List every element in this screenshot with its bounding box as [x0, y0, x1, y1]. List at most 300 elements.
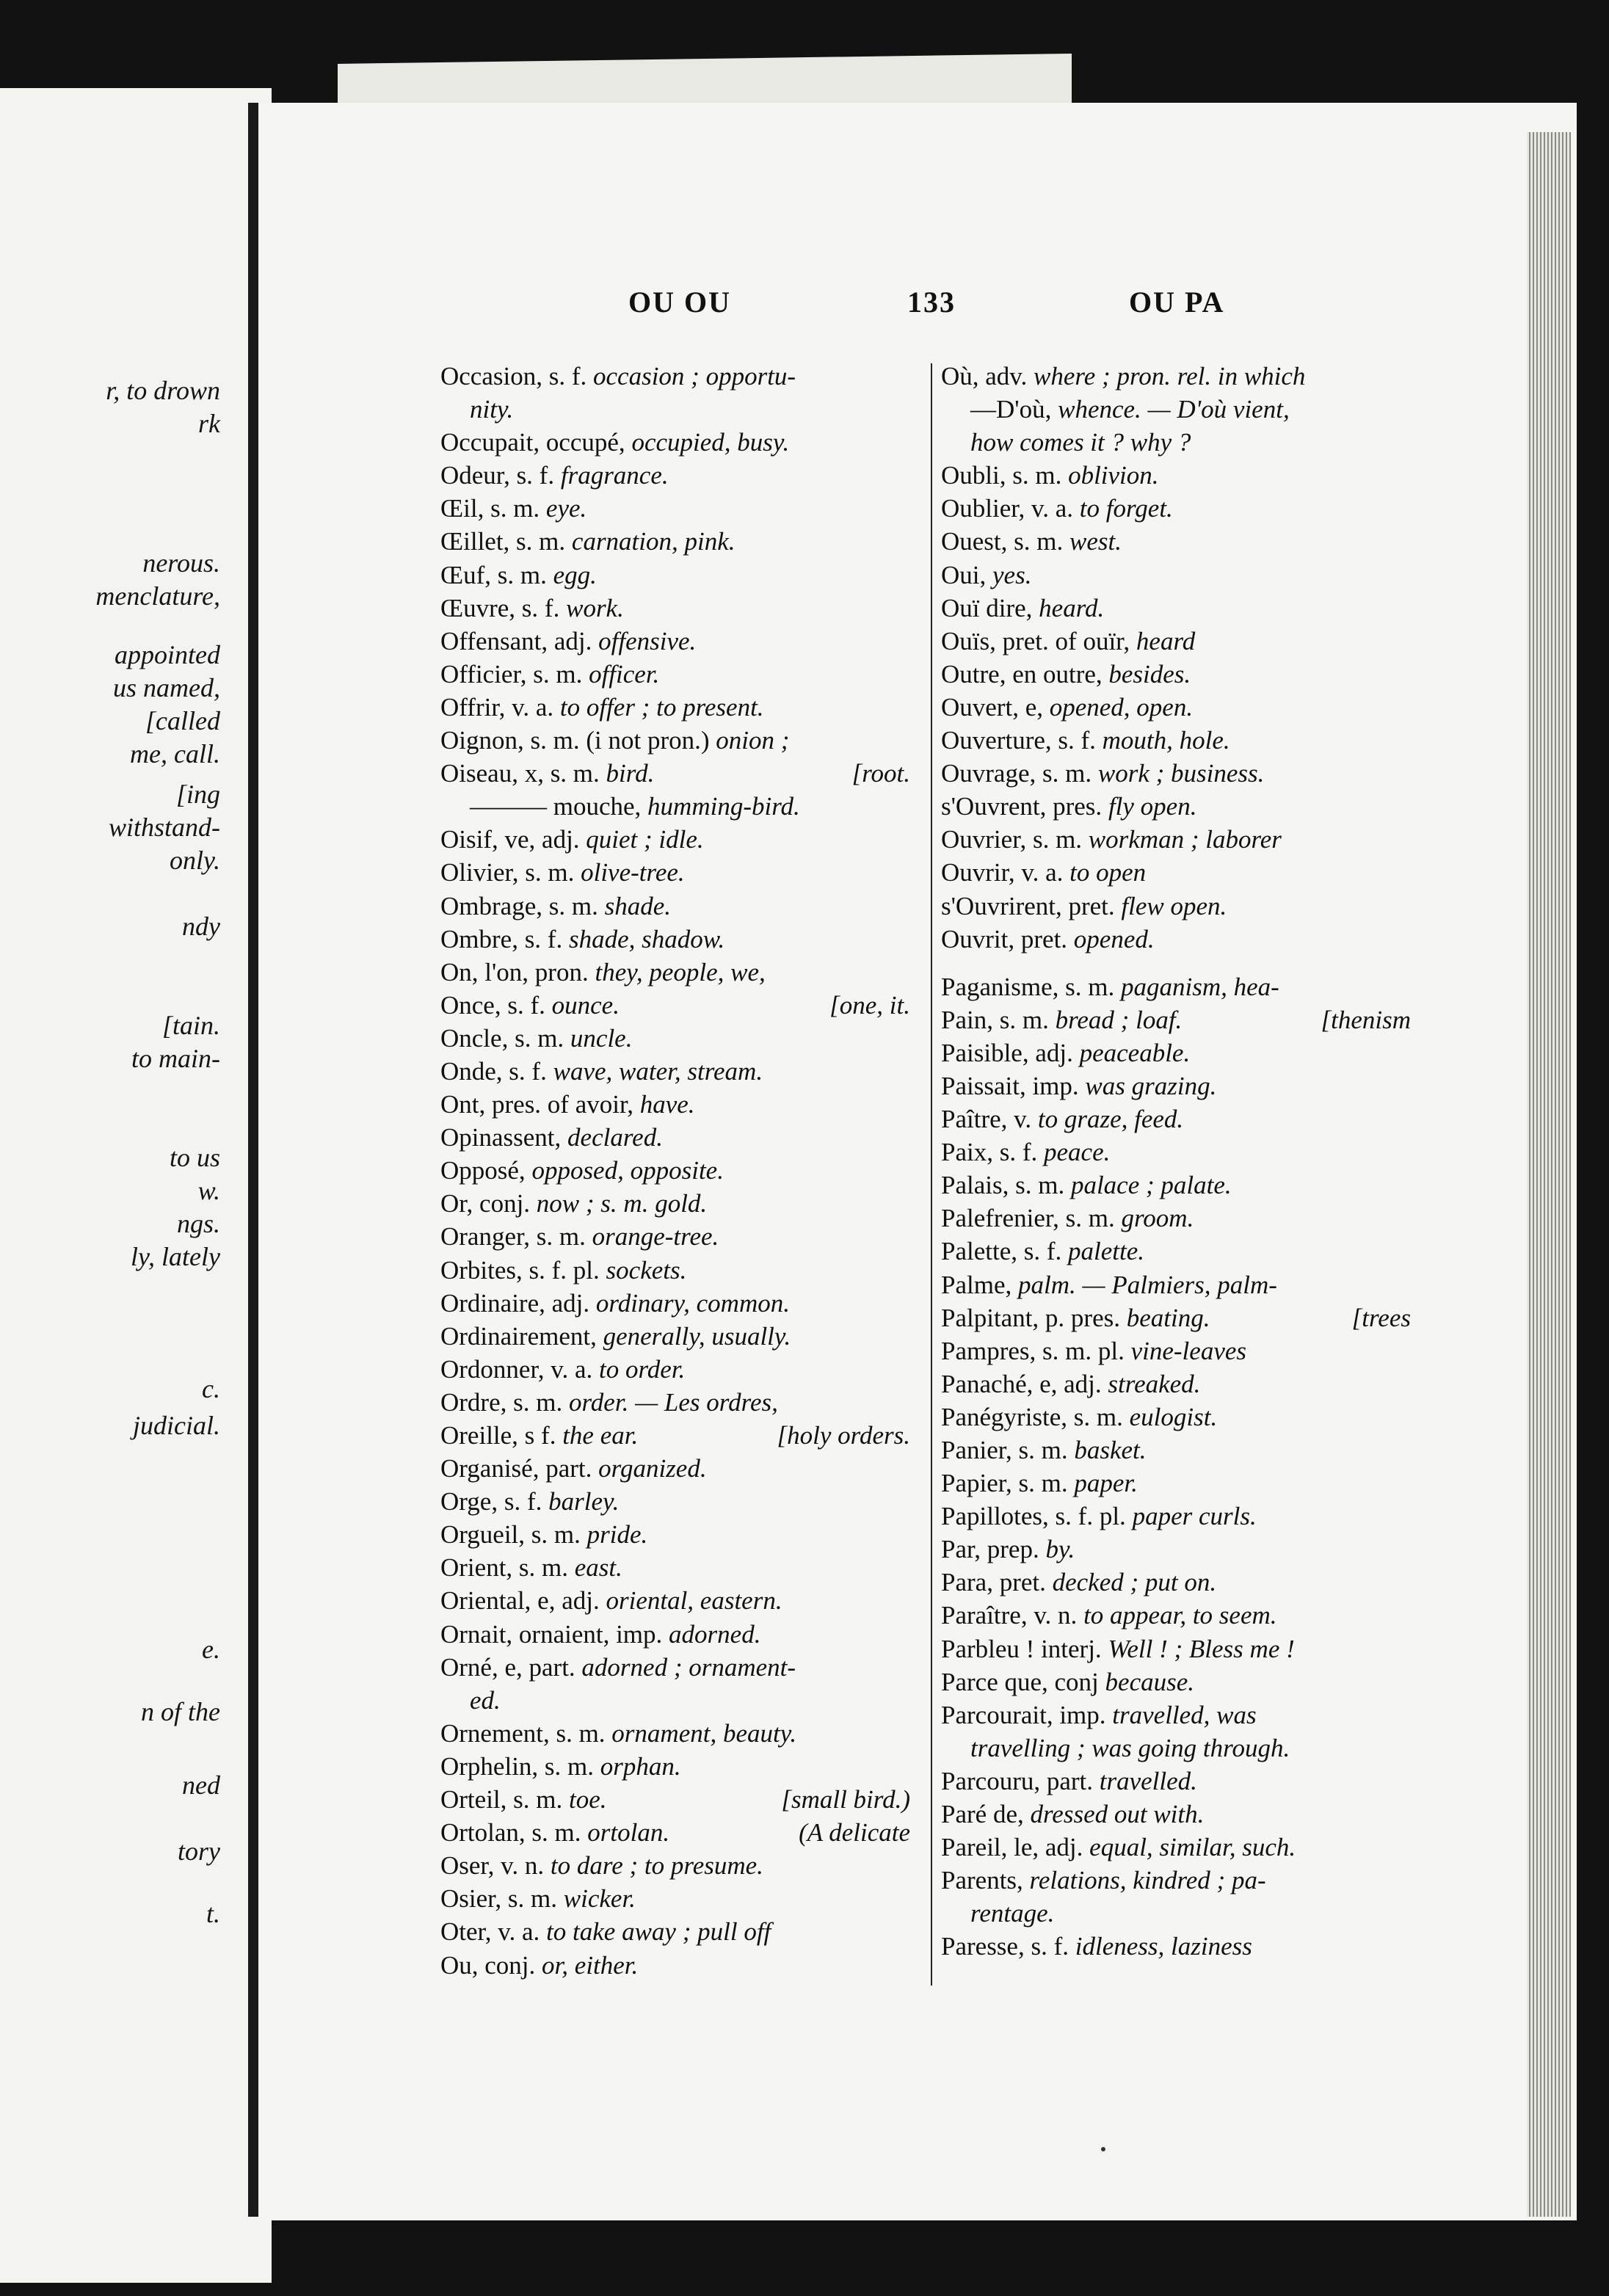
entry-headword: Oncle, s. m.: [440, 1023, 570, 1053]
left-page-fragment: r, to drown: [106, 376, 220, 405]
dictionary-entry: [941, 1268, 1411, 1301]
entry-translation: streaked.: [1108, 1369, 1201, 1398]
entry-translation: flew open.: [1121, 891, 1227, 920]
entry-headword: Paisible, adj.: [941, 1038, 1080, 1067]
page-number: 133: [907, 286, 956, 319]
dictionary-entry: [440, 989, 910, 1022]
entry-translation: palace ; palate.: [1070, 1171, 1232, 1200]
left-page-fragment: [called: [145, 706, 220, 735]
dictionary-column-left: [440, 360, 910, 1982]
entry-translation: was grazing.: [1085, 1071, 1217, 1100]
entry-translation: wicker.: [563, 1884, 636, 1914]
dictionary-entry: [440, 625, 910, 658]
entry-translation: egg.: [553, 560, 597, 589]
entry-translation: beating.: [1126, 1303, 1210, 1332]
entry-translation: sockets.: [606, 1255, 687, 1285]
dictionary-entry: [440, 1915, 910, 1948]
entry-headword: Paresse, s. f.: [941, 1932, 1075, 1961]
entry-translation: peaceable.: [1079, 1038, 1191, 1067]
dictionary-column-right: [941, 360, 1411, 1963]
entry-runover: [thenism: [1321, 1005, 1411, 1034]
entry-translation: idleness, laziness: [1075, 1932, 1252, 1961]
dictionary-entry: [941, 1003, 1411, 1036]
entry-translation: to open: [1069, 858, 1147, 887]
entry-translation: ortolan.: [587, 1818, 670, 1848]
dictionary-entry: [941, 592, 1411, 625]
entry-headword: Ouest, s. m.: [941, 527, 1069, 556]
entry-headword: Occupait, occupé,: [440, 428, 632, 457]
dictionary-entry: [941, 658, 1411, 691]
entry-translation: peace.: [1044, 1138, 1111, 1167]
dictionary-entry: [440, 592, 910, 625]
dictionary-entry: [941, 1467, 1411, 1500]
dictionary-entry: [440, 724, 910, 757]
dictionary-entry: [440, 1618, 910, 1651]
entry-translation: west.: [1069, 527, 1122, 556]
dictionary-entry: [941, 1765, 1411, 1798]
entry-runover: [root.: [851, 759, 910, 788]
entry-headword: Officier, s. m.: [440, 659, 589, 689]
dictionary-entry: [941, 1798, 1411, 1831]
entry-translation: bird.: [606, 759, 655, 788]
entry-headword: Parce que, conj: [941, 1667, 1105, 1696]
entry-translation: olive-tree.: [581, 858, 685, 887]
left-page-fragment: us named,: [113, 673, 220, 702]
dictionary-entry: [941, 1235, 1411, 1268]
left-page-fragment: nerous.: [142, 548, 220, 578]
dictionary-entry: [440, 956, 910, 989]
entry-translation: groom.: [1121, 1204, 1194, 1233]
entry-headword: On, l'on, pron.: [440, 957, 595, 987]
entry-translation: palette.: [1068, 1237, 1145, 1266]
page-edges: [1527, 132, 1571, 2217]
entry-headword: Ouvrir, v. a.: [941, 858, 1070, 887]
entry-translation: oblivion.: [1068, 461, 1159, 490]
entry-headword: Organisé, part.: [440, 1454, 599, 1483]
entry-translation: whence. — D'où vient,: [1058, 395, 1290, 424]
entry-translation: bread ; loaf.: [1055, 1005, 1183, 1034]
dictionary-entry: [941, 1434, 1411, 1467]
dictionary-entry: [440, 1816, 910, 1849]
entry-translation: eulogist.: [1129, 1402, 1218, 1431]
dictionary-entry: [440, 691, 910, 724]
entry-translation: have.: [639, 1090, 695, 1119]
entry-translation: oriental, eastern.: [606, 1586, 782, 1616]
entry-headword: Oranger, s. m.: [440, 1222, 592, 1251]
dictionary-entry: [440, 1055, 910, 1088]
entry-headword: Oui,: [941, 560, 992, 589]
entry-translation: pride.: [586, 1520, 648, 1550]
dictionary-entry: [941, 360, 1411, 393]
dictionary-entry: [941, 1334, 1411, 1367]
left-page-fragment: t.: [206, 1899, 220, 1928]
entry-headword: Panégyriste, s. m.: [941, 1402, 1130, 1431]
entry-headword: Olivier, s. m.: [440, 858, 581, 887]
entry-translation: fragrance.: [560, 461, 669, 490]
dictionary-entry: [941, 757, 1411, 790]
left-page-fragment: rk: [198, 409, 220, 438]
dictionary-entry: [440, 856, 910, 889]
dictionary-entry: [941, 1665, 1411, 1699]
dictionary-entry: [440, 1684, 910, 1717]
entry-translation: ed.: [470, 1685, 501, 1715]
dictionary-entry: [440, 1717, 910, 1750]
dictionary-entry: [941, 1301, 1411, 1334]
entry-headword: Orgueil, s. m.: [440, 1520, 587, 1550]
entry-headword: s'Ouvrirent, pret.: [941, 891, 1122, 920]
left-page-fragment: e.: [202, 1635, 220, 1664]
left-page-fragment: ndy: [182, 912, 220, 941]
dictionary-entry: [941, 1930, 1411, 1963]
left-page-fragment: to main-: [131, 1044, 220, 1073]
entry-translation: orphan.: [600, 1751, 681, 1781]
left-page-fragment: ly, lately: [131, 1242, 220, 1271]
entry-headword: s'Ouvrent, pres.: [941, 792, 1108, 821]
entry-headword: Oiseau, x, s. m.: [440, 759, 606, 788]
dictionary-entry: [941, 459, 1411, 492]
dictionary-entry: [440, 1485, 910, 1518]
left-page-fragment: ngs.: [176, 1209, 220, 1238]
dictionary-entry: [941, 525, 1411, 558]
entry-translation: order. — Les ordres,: [568, 1387, 778, 1417]
column-rule: [931, 363, 932, 1986]
entry-headword: Ortolan, s. m.: [440, 1818, 588, 1848]
left-page-fragment: w.: [197, 1176, 220, 1205]
entry-headword: Oriental, e, adj.: [440, 1586, 606, 1616]
entry-headword: Orient, s. m.: [440, 1553, 575, 1583]
entry-translation: work ; business.: [1097, 759, 1265, 788]
entry-headword: Ou, conj.: [440, 1950, 542, 1980]
dictionary-entry: [440, 757, 910, 790]
entry-translation: ordinary, common.: [595, 1288, 790, 1318]
entry-translation: eye.: [545, 494, 587, 523]
entry-translation: adorned ; ornament-: [581, 1652, 796, 1682]
dictionary-entry: [440, 823, 910, 856]
dictionary-entry: [941, 1136, 1411, 1169]
left-page-fragment: tory: [178, 1837, 220, 1866]
entry-headword: Orphelin, s. m.: [440, 1751, 600, 1781]
entry-headword: Papillotes, s. f. pl.: [941, 1502, 1133, 1531]
entry-headword: Once, s. f.: [440, 990, 552, 1020]
left-page-fragment: withstand-: [108, 813, 220, 842]
entry-headword: Parcouru, part.: [941, 1766, 1100, 1795]
dictionary-entry: [440, 525, 910, 558]
entry-headword: Onde, s. f.: [440, 1056, 553, 1086]
entry-translation: travelling ; was going through.: [970, 1733, 1290, 1762]
entry-runover: [trees: [1351, 1303, 1411, 1332]
entry-headword: Ombre, s. f.: [440, 924, 569, 953]
entry-headword: Œuvre, s. f.: [440, 593, 567, 622]
entry-translation: ounce.: [551, 990, 620, 1020]
dictionary-entry: [440, 1584, 910, 1617]
entry-headword: Parcourait, imp.: [941, 1700, 1113, 1729]
dictionary-entry: [941, 890, 1411, 923]
dictionary-entry: [941, 1632, 1411, 1665]
entry-translation: humming-bird.: [647, 792, 800, 821]
entry-translation: workman ; laborer: [1088, 825, 1282, 854]
entry-translation: palm. — Palmiers, palm-: [1017, 1270, 1277, 1299]
dictionary-entry: [941, 1732, 1411, 1765]
entry-headword: Papier, s. m.: [941, 1469, 1075, 1498]
dictionary-entry: [941, 856, 1411, 889]
entry-headword: Paraître, v. n.: [941, 1601, 1084, 1630]
left-page-fragment: c.: [202, 1374, 220, 1403]
entry-headword: Opinassent,: [440, 1123, 568, 1152]
dictionary-entry: [941, 1599, 1411, 1632]
entry-translation: paganism, hea-: [1120, 972, 1279, 1001]
entry-translation: east.: [574, 1553, 622, 1583]
dictionary-entry: [440, 393, 910, 426]
entry-headword: Oreille, s f.: [440, 1421, 563, 1450]
entry-headword: Ouvrage, s. m.: [941, 759, 1098, 788]
entry-translation: offensive.: [598, 626, 697, 655]
entry-headword: Paganisme, s. m.: [941, 972, 1121, 1001]
left-page-fragment: ned: [182, 1770, 220, 1800]
entry-headword: Ont, pres. of avoir,: [440, 1090, 640, 1119]
entry-translation: organized.: [598, 1454, 707, 1483]
dictionary-entry: [440, 1551, 910, 1584]
dictionary-entry: [440, 459, 910, 492]
entry-translation: shade.: [604, 891, 671, 920]
entry-headword: Orge, s. f.: [440, 1487, 549, 1516]
entry-translation: carnation, pink.: [571, 527, 736, 556]
dictionary-entry: [440, 890, 910, 923]
dictionary-entry: [440, 1320, 910, 1353]
entry-translation: opened.: [1073, 924, 1155, 953]
entry-headword: Ombrage, s. m.: [440, 891, 605, 920]
entry-translation: orange-tree.: [592, 1222, 719, 1251]
entry-headword: Oser, v. n.: [440, 1851, 551, 1881]
entry-headword: Outre, en outre,: [941, 659, 1109, 689]
entry-headword: Occasion, s. f.: [440, 362, 594, 390]
entry-translation: nity.: [470, 395, 514, 424]
dictionary-entry: [941, 1897, 1411, 1930]
dictionary-entry: [941, 1864, 1411, 1897]
entry-headword: Pain, s. m.: [941, 1005, 1056, 1034]
entry-translation: officer.: [589, 659, 660, 689]
entry-headword: Pareil, le, adj.: [941, 1833, 1090, 1862]
entry-translation: Well ! ; Bless me !: [1108, 1634, 1295, 1663]
dictionary-entry: [440, 1518, 910, 1551]
left-page-fragment: me, call.: [130, 739, 220, 769]
entry-headword: Orbites, s. f. pl.: [440, 1255, 606, 1285]
entry-headword: Ordinaire, adj.: [440, 1288, 596, 1318]
entry-translation: the ear.: [562, 1421, 639, 1450]
entry-translation: to take away ; pull off: [546, 1917, 771, 1947]
entry-headword: Paître, v.: [941, 1105, 1038, 1134]
dictionary-entry: [440, 1386, 910, 1419]
dictionary-entry: [941, 1401, 1411, 1434]
entry-headword: Orteil, s. m.: [440, 1785, 569, 1814]
dictionary-entry: [440, 1783, 910, 1816]
entry-headword: Par, prep.: [941, 1535, 1046, 1564]
header-left-guide: OU OU: [628, 286, 731, 319]
dictionary-entry: [440, 1353, 910, 1386]
dictionary-entry: [440, 1419, 910, 1452]
dictionary-entry: [440, 1022, 910, 1055]
entry-headword: Palme,: [941, 1270, 1018, 1299]
entry-translation: travelled.: [1099, 1766, 1197, 1795]
entry-translation: relations, kindred ; pa-: [1029, 1866, 1266, 1895]
dictionary-entry: [941, 691, 1411, 724]
entry-headword: Paré de,: [941, 1800, 1031, 1829]
dictionary-entry: [941, 1500, 1411, 1533]
entry-headword: Panier, s. m.: [941, 1436, 1075, 1464]
entry-translation: onion ;: [716, 726, 790, 755]
dictionary-entry: [941, 970, 1411, 1003]
entry-translation: besides.: [1108, 659, 1191, 689]
dictionary-entry: [941, 1036, 1411, 1069]
entry-runover: (A delicate: [799, 1818, 910, 1848]
entry-headword: Odeur, s. f.: [440, 461, 561, 490]
entry-headword: Osier, s. m.: [440, 1884, 564, 1914]
entry-headword: ——— mouche,: [470, 792, 648, 821]
entry-translation: heard: [1136, 626, 1196, 655]
dictionary-entry: [440, 790, 910, 823]
dictionary-entry: [440, 426, 910, 459]
dictionary-entry: [941, 559, 1411, 592]
dictionary-entry: [440, 1088, 910, 1121]
left-page-fragment: only.: [170, 846, 220, 875]
entry-translation: now ; s. m. gold.: [536, 1189, 708, 1218]
entry-headword: Oisif, ve, adj.: [440, 825, 586, 854]
left-page-fragment: menclature,: [95, 581, 220, 611]
dictionary-entry: [941, 1202, 1411, 1235]
entry-headword: Ouvrit, pret.: [941, 924, 1074, 953]
entry-translation: yes.: [992, 560, 1032, 589]
dictionary-entry: [440, 559, 910, 592]
entry-headword: Palais, s. m.: [941, 1171, 1071, 1200]
dictionary-entry: [440, 1254, 910, 1287]
entry-translation: how comes it ? why ?: [970, 428, 1191, 457]
entry-translation: quiet ; idle.: [586, 825, 704, 854]
dictionary-entry: [941, 923, 1411, 956]
left-page-fragment: [ing: [175, 780, 220, 809]
dictionary-entry: [941, 1169, 1411, 1202]
dictionary-entry: [941, 1831, 1411, 1864]
entry-headword: Offrir, v. a.: [440, 692, 560, 722]
entry-headword: Ornait, ornaient, imp.: [440, 1619, 669, 1649]
entry-translation: work.: [566, 593, 624, 622]
entry-translation: opposed, opposite.: [531, 1156, 724, 1185]
dictionary-entry: [941, 426, 1411, 459]
entry-translation: paper.: [1074, 1469, 1138, 1498]
entry-runover: [holy orders.: [777, 1421, 910, 1450]
entry-translation: vine-leaves: [1130, 1336, 1247, 1365]
dictionary-entry: [941, 1069, 1411, 1102]
entry-translation: ornament, beauty.: [611, 1718, 797, 1748]
left-page-fragment: judicial.: [133, 1411, 220, 1440]
dictionary-entry: [941, 724, 1411, 757]
ink-dot: [1101, 2147, 1105, 2151]
entry-headword: Œuf, s. m.: [440, 560, 553, 589]
dictionary-entry: [440, 360, 910, 393]
entry-headword: Parents,: [941, 1866, 1030, 1895]
dictionary-entry: [440, 658, 910, 691]
entry-headword: Ouïs, pret. of ouïr,: [941, 626, 1136, 655]
entry-headword: Ouï dire,: [941, 593, 1039, 622]
entry-headword: Oignon, s. m. (i not pron.): [440, 726, 716, 755]
entry-headword: Œillet, s. m.: [440, 527, 572, 556]
entry-headword: Où, adv.: [941, 362, 1034, 390]
entry-translation: paper curls.: [1132, 1502, 1257, 1531]
entry-headword: Oublier, v. a.: [941, 494, 1080, 523]
left-page-fragment: appointed: [115, 640, 220, 669]
dictionary-entry: [440, 1121, 910, 1154]
entry-translation: occasion ; opportu-: [593, 362, 796, 390]
entry-translation: mouth, hole.: [1102, 726, 1230, 755]
dictionary-entry: [941, 1367, 1411, 1401]
dictionary-entry: [440, 1651, 910, 1684]
dictionary-entry: [440, 492, 910, 525]
dictionary-entry: [941, 823, 1411, 856]
entry-headword: Or, conj.: [440, 1189, 537, 1218]
entry-translation: fly open.: [1108, 792, 1197, 821]
entry-runover: [small bird.): [781, 1785, 910, 1814]
dictionary-entry: [941, 1533, 1411, 1566]
entry-translation: barley.: [548, 1487, 620, 1516]
entry-translation: equal, similar, such.: [1089, 1833, 1296, 1862]
entry-translation: because.: [1105, 1667, 1195, 1696]
entry-headword: Orné, e, part.: [440, 1652, 582, 1682]
book-spine: [248, 103, 258, 2217]
entry-headword: Ornement, s. m.: [440, 1718, 612, 1748]
entry-translation: toe.: [568, 1785, 607, 1814]
dictionary-entry: [941, 625, 1411, 658]
entry-translation: to offer ; to present.: [559, 692, 764, 722]
entry-translation: adorned.: [669, 1619, 761, 1649]
dictionary-entry: [440, 1882, 910, 1915]
left-page-fragment: [tain.: [161, 1011, 220, 1040]
entry-translation: rentage.: [970, 1899, 1055, 1928]
entry-headword: Ordonner, v. a.: [440, 1354, 599, 1384]
dictionary-entry: [440, 1949, 910, 1982]
entry-translation: they, people, we,: [595, 957, 766, 987]
entry-headword: Palpitant, p. pres.: [941, 1303, 1127, 1332]
entry-headword: Palette, s. f.: [941, 1237, 1069, 1266]
entry-headword: Ouvert, e,: [941, 692, 1050, 722]
entry-headword: Parbleu ! interj.: [941, 1634, 1108, 1663]
dictionary-entry: [440, 1187, 910, 1220]
entry-translation: to appear, to seem.: [1083, 1601, 1277, 1630]
entry-headword: Offensant, adj.: [440, 626, 599, 655]
entry-translation: uncle.: [570, 1023, 633, 1053]
entry-translation: wave, water, stream.: [553, 1056, 763, 1086]
entry-headword: Ordre, s. m.: [440, 1387, 569, 1417]
entry-translation: to order.: [598, 1354, 686, 1384]
dictionary-entry: [440, 1287, 910, 1320]
entry-headword: Ouverture, s. f.: [941, 726, 1103, 755]
dictionary-entry: [440, 1220, 910, 1253]
entry-translation: occupied, busy.: [631, 428, 790, 457]
entry-headword: Paix, s. f.: [941, 1138, 1044, 1167]
entry-headword: Pampres, s. m. pl.: [941, 1336, 1131, 1365]
dictionary-entry: [941, 1566, 1411, 1599]
entry-headword: Oter, v. a.: [440, 1917, 547, 1947]
left-page-fragment: n of the: [141, 1697, 220, 1726]
entry-headword: Panaché, e, adj.: [941, 1369, 1108, 1398]
left-page-fragment: to us: [169, 1143, 220, 1172]
dictionary-entry: [440, 923, 910, 956]
dictionary-entry: [941, 1699, 1411, 1732]
entry-translation: generally, usually.: [603, 1321, 791, 1351]
entry-translation: dressed out with.: [1030, 1800, 1205, 1829]
entry-headword: Paissait, imp.: [941, 1071, 1086, 1100]
entry-translation: to dare ; to presume.: [550, 1851, 763, 1881]
entry-headword: Palefrenier, s. m.: [941, 1204, 1122, 1233]
entry-headword: Opposé,: [440, 1156, 532, 1185]
entry-translation: opened, open.: [1049, 692, 1194, 722]
